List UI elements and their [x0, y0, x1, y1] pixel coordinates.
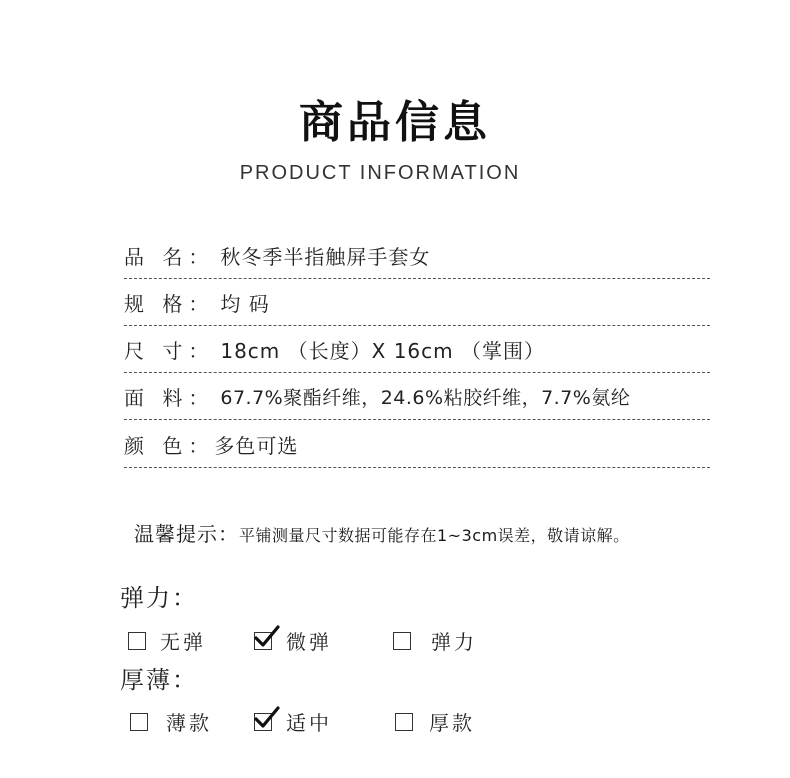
spec-row-color [124, 421, 710, 468]
tip-text: 平铺测量尺寸数据可能存在1~3cm误差，敬请谅解。 [239, 526, 630, 545]
elasticity-option-none[interactable] [128, 626, 206, 655]
elasticity-option-slight[interactable] [254, 626, 332, 655]
spec-value: 秋冬季半指触屏手套女 [220, 244, 431, 269]
option-label: 微弹 [286, 630, 332, 654]
option-label: 无弹 [160, 630, 206, 654]
tip [134, 518, 630, 547]
checkbox-checked[interactable] [254, 713, 272, 731]
page-title: 商品信息 [299, 97, 491, 148]
option-label: 薄款 [166, 711, 212, 735]
spec-label: 规 格： [124, 291, 215, 316]
elasticity-title: 弹力： [120, 584, 198, 612]
tip-label: 温馨提示： [134, 522, 239, 546]
elasticity-option-elastic[interactable] [393, 626, 477, 655]
spec-label: 尺 寸： [124, 338, 215, 363]
thickness-title: 厚薄： [120, 666, 198, 694]
page-subtitle: PRODUCT INFORMATION [239, 162, 521, 184]
checkbox[interactable] [128, 632, 146, 650]
spec-row-material [124, 373, 710, 420]
checkbox[interactable] [395, 713, 413, 731]
check-icon [253, 624, 281, 650]
option-label: 弹力 [431, 630, 477, 654]
spec-label: 品 名： [124, 244, 215, 269]
check-icon [253, 705, 281, 731]
spec-row-dimensions [124, 326, 710, 373]
thickness-option-thick[interactable] [395, 707, 475, 736]
checkbox-checked[interactable] [254, 632, 272, 650]
checkbox[interactable] [130, 713, 148, 731]
spec-label: 颜 色： [124, 433, 215, 458]
spec-value: 67.7%聚酯纤维，24.6%粘胶纤维，7.7%氨纶 [220, 386, 631, 409]
spec-value: 均 码 [220, 291, 270, 316]
checkbox[interactable] [393, 632, 411, 650]
spec-label: 面 料： [124, 385, 215, 410]
spec-row-size [124, 279, 710, 326]
thickness-option-thin[interactable] [130, 707, 212, 736]
spec-value: 18cm （长度）X 16cm （掌围） [220, 338, 545, 363]
spec-value: 多色可选 [214, 433, 299, 458]
spec-row-name [124, 232, 710, 279]
option-label: 适中 [286, 711, 332, 735]
thickness-option-medium[interactable] [254, 707, 332, 736]
option-label: 厚款 [429, 711, 475, 735]
